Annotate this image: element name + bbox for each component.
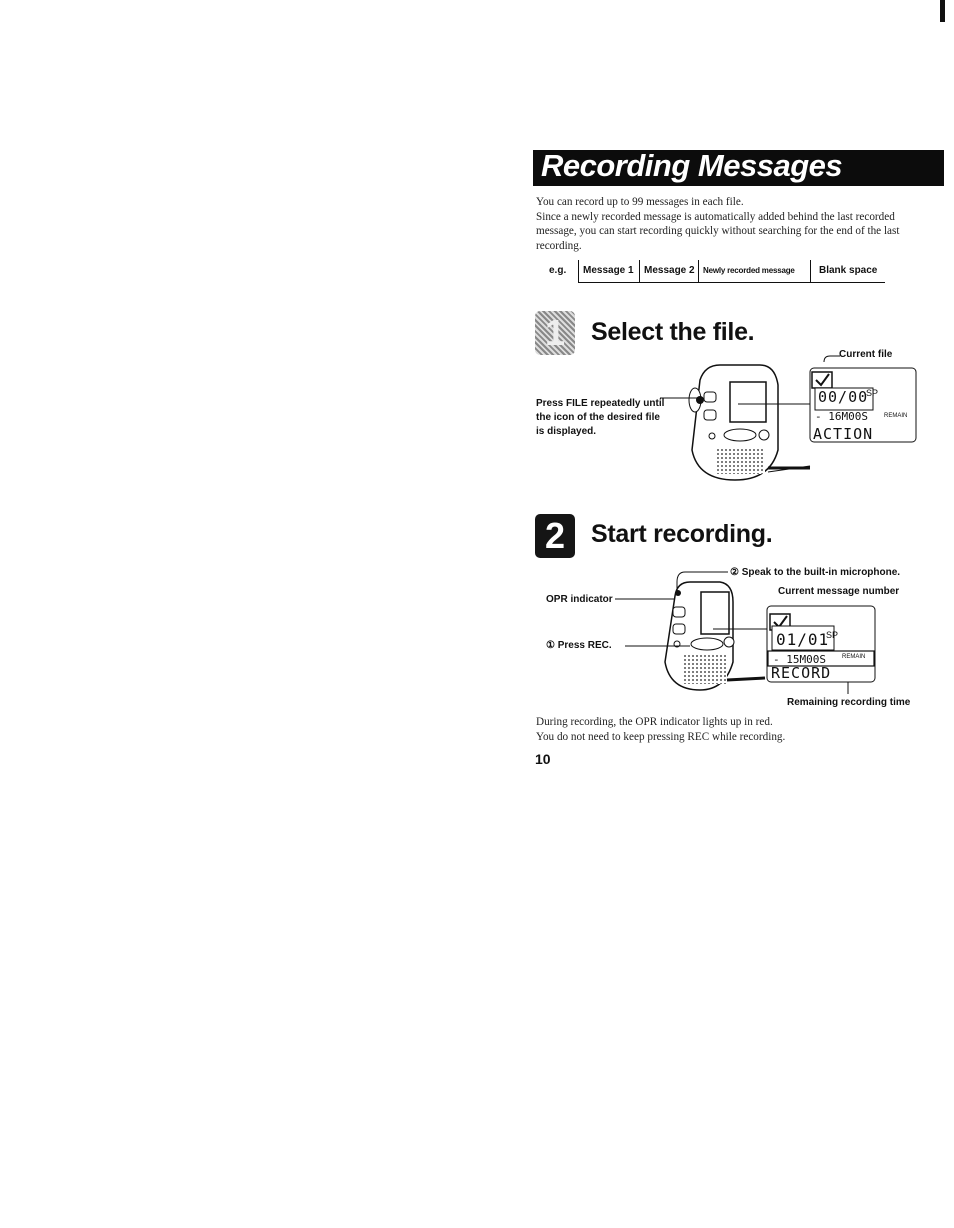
lcd-file-number-step-1: 00/00 (818, 388, 869, 406)
footer-line-2: You do not need to keep pressing REC while recording. (536, 731, 786, 743)
step-1-instruction-line-1: Press FILE repeatedly until (536, 398, 665, 409)
example-label: e.g. (549, 265, 567, 276)
page-title: Recording Messages (541, 148, 843, 183)
segment-newly-recorded: Newly recorded message (698, 260, 810, 282)
step-2-heading: Start recording. (591, 520, 773, 548)
lcd-speed-step-2: SP (826, 630, 839, 640)
segment-message-1: Message 1 (578, 260, 639, 282)
step-1-heading: Select the file. (591, 318, 755, 346)
lcd-mode: RECORD (771, 664, 832, 682)
lcd-file-number-step-2: 01/01 (776, 630, 830, 649)
step-1-instruction-line-3: is displayed. (536, 426, 597, 437)
lcd-file-name: ACTION (813, 425, 874, 443)
segment-blank-space: Blank space (810, 260, 885, 282)
footer-line-1: During recording, the OPR indicator lights up in red. (536, 716, 773, 728)
page-edge-mark (940, 0, 945, 22)
callout-speak-microphone: ② Speak to the built-in microphone. (730, 567, 901, 578)
footer-text (536, 715, 785, 745)
callout-opr-indicator: OPR indicator (546, 594, 613, 605)
page-number: 10 (535, 751, 551, 767)
lcd-remain-time-step-1: - 16M00S (815, 410, 868, 423)
segment-message-2: Message 2 (639, 260, 698, 282)
step-1-instruction-line-2: the icon of the desired file (536, 412, 660, 423)
intro-line-2: Since a newly recorded message is automatically added behind the last recorded message, you can start recording quickly without searching for the end of the last recording. (536, 210, 900, 252)
callout-current-message-number: Current message number (778, 586, 900, 597)
message-sequence-diagram (578, 260, 885, 283)
lcd-remain-time-step-2: - 15M00S (773, 653, 826, 666)
step-2-illustration (615, 562, 895, 697)
recorder-device-icon (665, 582, 765, 690)
step-1-badge: 1 (535, 311, 575, 355)
step-1-instruction (536, 397, 664, 439)
callout-current-file: Current file (839, 349, 893, 360)
lcd-speed-step-1: SP (866, 388, 879, 398)
intro-line-1: You can record up to 99 messages in each file. (536, 196, 744, 208)
step-2-badge: 2 (535, 514, 575, 558)
lcd-remain-label-step-1: REMAIN (884, 413, 908, 419)
recorder-device-icon (689, 365, 810, 480)
callout-remaining-time: Remaining recording time (787, 697, 911, 708)
lcd-remain-label-step-2: REMAIN (842, 654, 866, 660)
intro-text (536, 195, 916, 253)
callout-press-rec: ① Press REC. (546, 640, 612, 651)
